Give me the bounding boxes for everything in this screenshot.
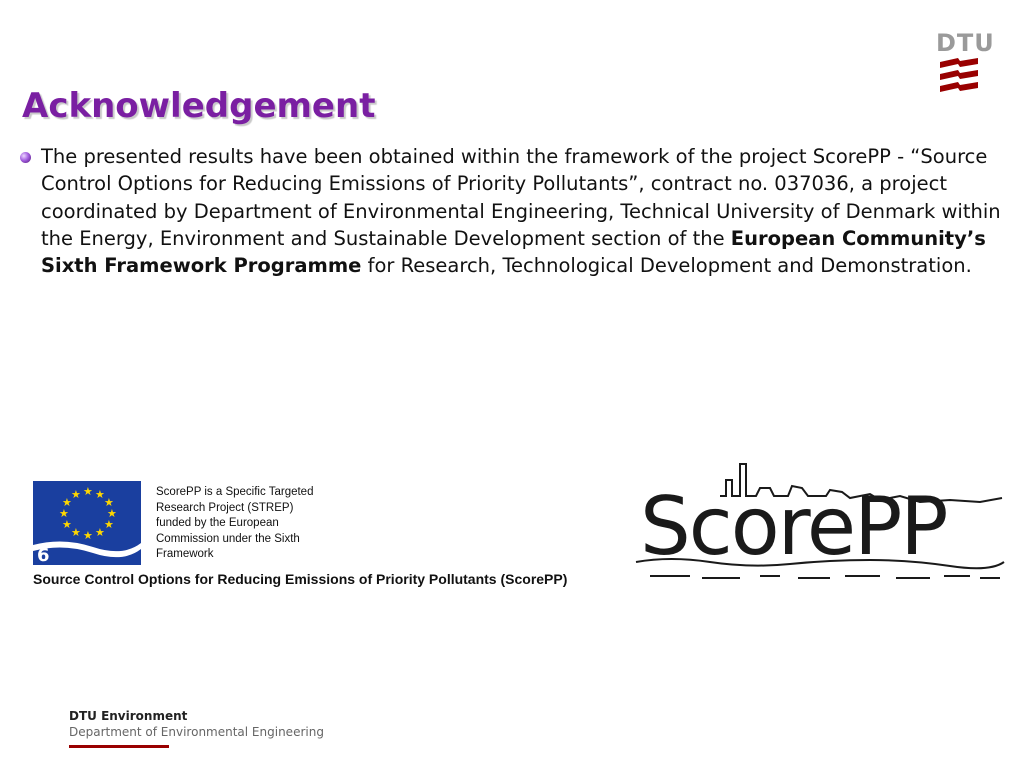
strep-line: funded by the European <box>156 517 279 529</box>
dtu-logo-text: DTU <box>936 29 995 57</box>
svg-text:★: ★ <box>104 518 114 531</box>
bullet-icon <box>20 152 31 163</box>
strep-description <box>156 485 346 563</box>
scorepp-logo-text: ScorePP <box>640 480 947 573</box>
svg-text:★: ★ <box>83 485 93 498</box>
slide-title: Acknowledgement <box>22 86 376 126</box>
project-full-name: Source Control Options for Reducing Emissions of Priority Pollutants (ScorePP) <box>33 571 568 587</box>
bullet-text-part-1: The presented results have been obtained within the framework of the project ScorePP - “Source Control Options for Reducing Emissions of Priority Pollutants”, contract no. 037036, a project coordinated by Department of Environmental Engineering, Technical University of Denmark within the Energy, Environment and Sustainable Development section of the <box>41 145 1001 250</box>
svg-text:★: ★ <box>83 529 93 542</box>
eu-stars-icon <box>33 481 141 565</box>
dtu-wave-icon <box>938 58 980 92</box>
strep-line: Research Project (STREP) <box>156 501 294 514</box>
bullet-item <box>18 143 1018 279</box>
svg-text:★: ★ <box>104 496 114 509</box>
bullet-text-part-2: for Research, Technological Development and Demonstration. <box>361 254 972 278</box>
strep-line: Commission under the Sixth <box>156 532 300 545</box>
svg-text:★: ★ <box>62 496 72 509</box>
bullet-text <box>41 143 1001 279</box>
scorepp-logo <box>630 458 1014 590</box>
eu-flag-icon <box>33 481 141 565</box>
svg-text:★: ★ <box>71 488 81 501</box>
strep-line: ScorePP is a Specific Targeted <box>156 486 314 498</box>
svg-text:★: ★ <box>62 518 72 531</box>
bullet-text-bold: European Community’s Sixth Framework Programme <box>41 226 986 278</box>
footer-org: DTU Environment <box>69 709 188 723</box>
strep-line: Framework <box>156 548 214 560</box>
dtu-logo <box>936 29 995 94</box>
svg-text:★: ★ <box>59 507 69 520</box>
svg-text:★: ★ <box>71 526 81 539</box>
footer-dept: Department of Environmental Engineering <box>69 725 324 739</box>
svg-text:6: 6 <box>37 545 50 565</box>
svg-text:★: ★ <box>95 526 105 539</box>
footer-accent-bar <box>69 745 169 748</box>
svg-text:★: ★ <box>95 488 105 501</box>
footer <box>69 708 324 748</box>
svg-text:★: ★ <box>107 507 117 520</box>
